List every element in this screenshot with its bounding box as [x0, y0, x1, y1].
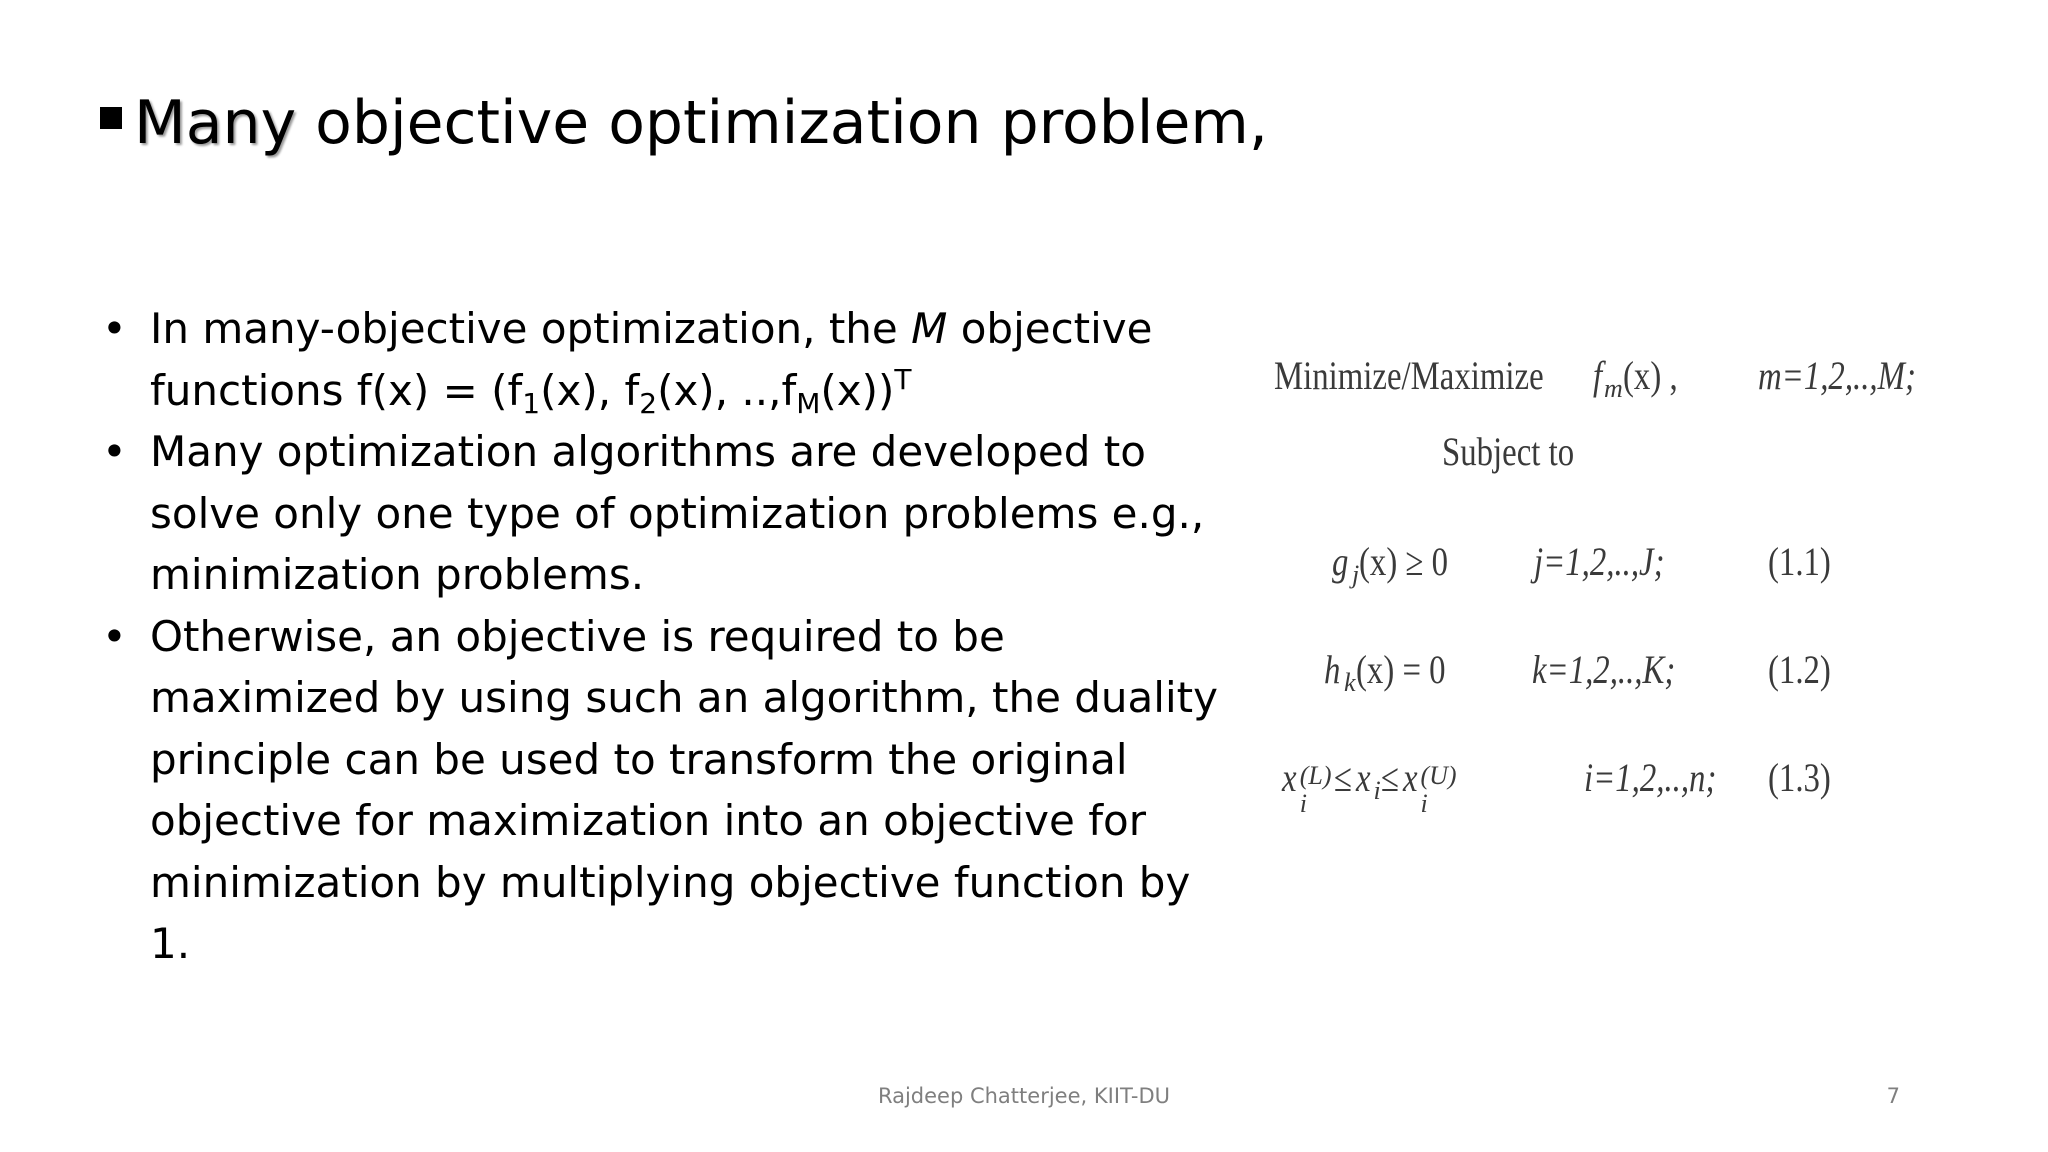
c1-g: g [1332, 539, 1349, 584]
c3-x3-sup: (U) [1420, 761, 1457, 790]
constraint-1-row [1332, 538, 1468, 589]
c1-expr: (x) ≥ 0 [1359, 539, 1449, 584]
title-text: objective optimization problem, [296, 88, 1268, 158]
c3-range: i=1,2,..,n; [1584, 755, 1717, 800]
bullet-1-text-e: (x)) [820, 365, 895, 415]
c3-x1-sub: i [1299, 789, 1307, 818]
objective-f-sub: m [1603, 374, 1623, 403]
formula-objective-row [1274, 352, 1689, 403]
c3-x3-sub: i [1420, 789, 1428, 818]
c3-x1-sup: (L) [1299, 761, 1332, 790]
objective-range-row [1758, 352, 1951, 399]
bullet-1-text-c: (x), f [540, 365, 640, 415]
constraint-2-row [1324, 646, 1465, 697]
c3-x2-sub: i [1373, 776, 1381, 805]
constraint-2-range-row [1532, 646, 1707, 693]
objective-f-arg: (x) , [1622, 353, 1678, 398]
subject-to-row [1442, 428, 1603, 475]
c1-g-sub: j [1352, 560, 1360, 589]
bullet-1-sup-t: T [894, 362, 912, 396]
c3-num: (1.3) [1768, 755, 1831, 800]
formula-image [1262, 340, 1962, 840]
c2-range: k=1,2,..,K; [1532, 647, 1676, 692]
bullet-item-3: • Otherwise, an objective is required to be maximized by using such an algorithm, the duality principle can be used to transform the original objective for maximization into an objective for minimization by multiplying objective function by 1. [98, 606, 1238, 975]
slide-title [100, 78, 1268, 168]
c2-expr: (x) = 0 [1355, 647, 1446, 692]
constraint-3-row [1282, 754, 1457, 818]
bullet-1-variable: M [911, 304, 948, 353]
objective-label: Minimize/Maximize [1274, 353, 1544, 398]
bullet-1-sub-m: M [796, 386, 821, 420]
c3-leq-1: ≤ [1333, 755, 1352, 800]
slide-footer: Rajdeep Chatterjee, KIIT-DU [877, 1084, 1171, 1108]
c3-x1: x [1282, 755, 1297, 800]
page-number: 7 [1886, 1084, 1900, 1108]
objective-f: f [1592, 353, 1602, 398]
c3-x3: x [1402, 755, 1418, 800]
bullet-1-text-a: In many-objective optimization, the [150, 304, 912, 353]
c1-range: j=1,2,..,J; [1534, 539, 1665, 584]
c3-x2: x [1355, 755, 1371, 800]
bullet-item-2: • Many optimization algorithms are developed to solve only one type of optimization problems e.g., minimization problems. [98, 421, 1238, 606]
c2-num: (1.2) [1768, 647, 1831, 692]
objective-range: m=1,2,..,M; [1758, 353, 1916, 398]
constraint-1-range-row [1534, 538, 1693, 585]
c2-h-sub: k [1344, 668, 1356, 697]
c3-leq-2: ≤ [1380, 755, 1399, 800]
bullet-item-1 [98, 298, 1238, 421]
bullet-1-text-d: (x), ..,f [657, 365, 797, 415]
subject-to: Subject to [1442, 429, 1575, 474]
c1-num: (1.1) [1768, 539, 1831, 584]
title-emphasis: Many [134, 88, 297, 158]
bullet-1-text-b: objective functions f(x) = (f [150, 304, 1153, 415]
constraint-1-num-row [1768, 538, 1845, 585]
bullet-list [98, 298, 1238, 975]
bullet-1-sub-2: 2 [639, 386, 658, 420]
bullet-1-sub-1: 1 [522, 386, 541, 420]
constraint-3-range-row [1584, 754, 1745, 801]
square-bullet-icon [100, 107, 122, 129]
constraint-3-num-row [1768, 754, 1845, 801]
constraint-2-num-row [1768, 646, 1845, 693]
c2-h: h [1324, 647, 1341, 692]
